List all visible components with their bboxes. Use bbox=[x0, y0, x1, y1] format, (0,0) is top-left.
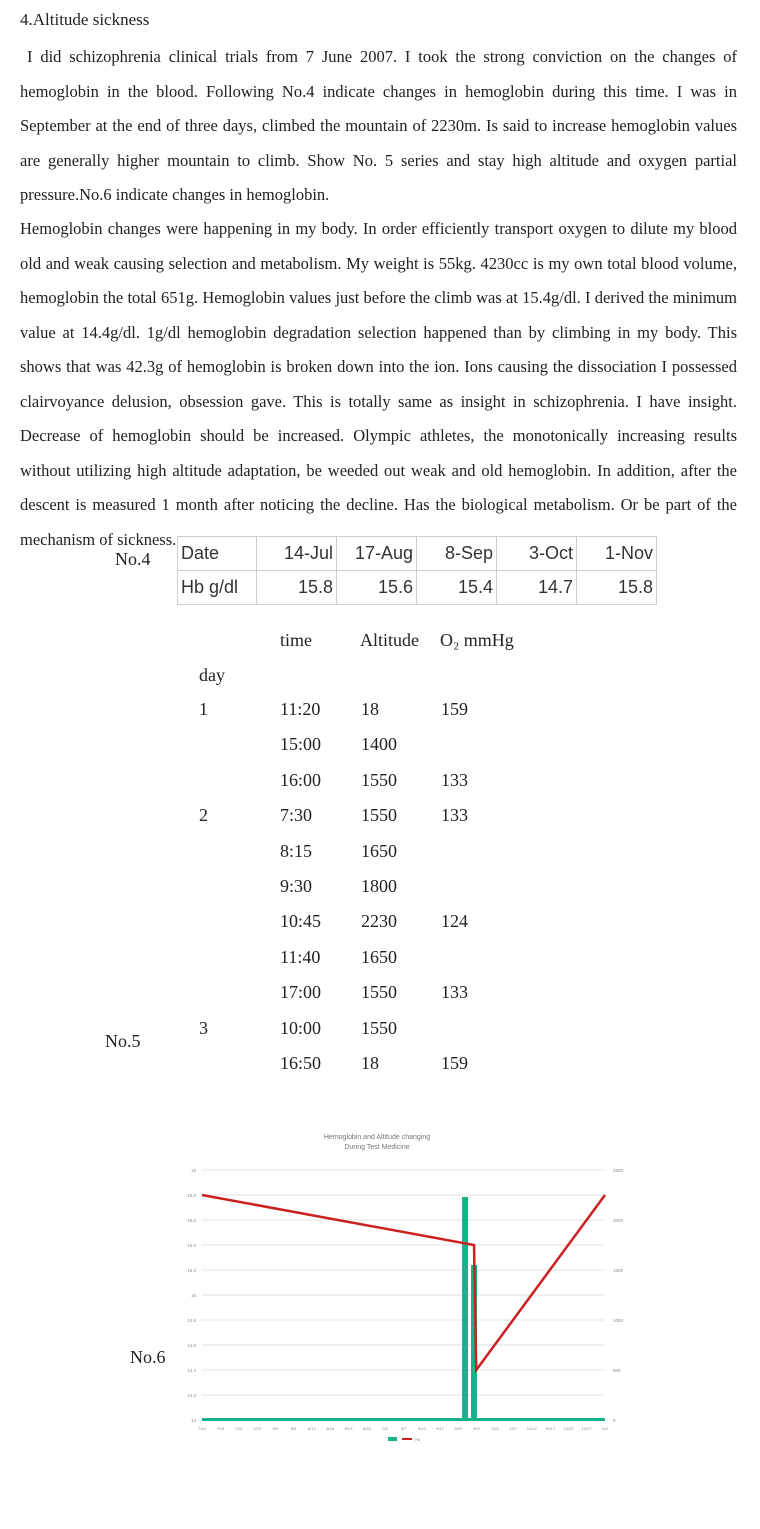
table-cell-o2: 124 bbox=[441, 911, 468, 932]
table-row bbox=[178, 571, 657, 605]
table-cell-time: 15:00 bbox=[280, 734, 322, 755]
x-tick-label: 7/19 bbox=[216, 1426, 225, 1431]
y-left-tick-label: 16 bbox=[190, 1168, 196, 1173]
x-tick-label: 8/8 bbox=[290, 1426, 297, 1431]
section-heading: 4.Altitude sickness bbox=[20, 10, 150, 29]
x-tick-label: 10/12 bbox=[526, 1426, 537, 1431]
x-tick-label: 8/3 bbox=[272, 1426, 279, 1431]
x-tick-label: 8/28 bbox=[362, 1426, 371, 1431]
x-tick-label: 9/12 bbox=[417, 1426, 426, 1431]
table-cell-altitude: 1800 bbox=[361, 876, 397, 896]
altitude-bar bbox=[462, 1197, 468, 1420]
x-tick-label: 10/22 bbox=[563, 1426, 574, 1431]
table-cell-altitude: 1400 bbox=[361, 734, 397, 755]
y-left-tick-label: 15.6 bbox=[187, 1218, 196, 1223]
x-tick-label: 7/14 bbox=[198, 1426, 206, 1431]
table-cell-altitude: 18 bbox=[361, 699, 379, 719]
y-right-tick-label: 1500 bbox=[613, 1268, 624, 1273]
table-cell-altitude: 18 bbox=[361, 1053, 379, 1073]
x-tick-label: 8/18 bbox=[326, 1426, 335, 1431]
table-cell-altitude: 1650 bbox=[361, 946, 397, 967]
y-left-tick-label: 14.4 bbox=[187, 1368, 196, 1373]
table-cell-altitude: 1550 bbox=[361, 805, 397, 826]
table-cell-o2: 133 bbox=[441, 982, 468, 1003]
table-cell: 15.8 bbox=[257, 571, 337, 605]
y-left-tick-label: 14.6 bbox=[187, 1343, 196, 1348]
table-cell-time: 10:00 bbox=[280, 1017, 322, 1038]
y-right-tick-label: 2000 bbox=[613, 1218, 624, 1223]
table-cell-time: 8:15 bbox=[280, 840, 313, 861]
y-left-tick-label: 15.2 bbox=[187, 1268, 196, 1273]
label-no4: No.4 bbox=[115, 549, 151, 569]
column-header-time: time bbox=[280, 630, 312, 650]
table-cell-time: 9:30 bbox=[280, 876, 313, 896]
table-cell-day: 1 bbox=[199, 699, 208, 719]
label-no5: No.5 bbox=[105, 1031, 141, 1051]
paragraph-intro: I did schizophrenia clinical trials from 7 June 2007. I took the strong conviction on the changes of hemoglobin in the blood. Following No.4 indicate changes in hemoglobin during this time. I was in September at the end of three days, climbed the mountain of 2230m. Is said to increase hemoglobin values are generally higher mountain to climb. Show No. 5 series and stay high altitude and oxygen partial pressure.No.6 indicate changes in hemoglobin. bbox=[20, 47, 737, 204]
altitude-table bbox=[0, 625, 760, 1085]
chart-subtitle: During Test Medicine bbox=[344, 1144, 410, 1151]
table-cell-o2: 159 bbox=[441, 699, 468, 719]
table-cell-altitude: 1550 bbox=[361, 1017, 397, 1038]
table-cell-altitude: 1550 bbox=[361, 769, 397, 790]
y-right-tick-label: 500 bbox=[613, 1368, 621, 1373]
column-header-altitude: Altitude bbox=[360, 630, 419, 650]
table-cell: 1-Nov bbox=[577, 537, 657, 571]
y-right-tick-label: 1000 bbox=[613, 1318, 624, 1323]
x-tick-label: 9/27 bbox=[472, 1426, 481, 1431]
table-cell: 15.4 bbox=[417, 571, 497, 605]
chart-title: Hemoglobin and Altitude changing bbox=[323, 1134, 431, 1141]
table-cell-time: 16:00 bbox=[280, 769, 322, 790]
table-row-header: Hb g/dl bbox=[178, 571, 257, 605]
x-tick-label: 9/22 bbox=[454, 1426, 463, 1431]
legend-label: Hb bbox=[415, 1437, 421, 1442]
x-tick-label: 10/17 bbox=[545, 1426, 556, 1431]
x-tick-label: 8/23 bbox=[344, 1426, 353, 1431]
x-tick-label: 9/7 bbox=[400, 1426, 407, 1431]
table-cell-day: 2 bbox=[199, 805, 208, 826]
table-cell-time: 7:30 bbox=[280, 805, 313, 826]
hemoglobin-line bbox=[202, 1195, 605, 1370]
table-cell: 14-Jul bbox=[257, 537, 337, 571]
label-no6: No.6 bbox=[130, 1347, 166, 1367]
table-row bbox=[178, 537, 657, 571]
table-cell-time: 16:50 bbox=[280, 1053, 322, 1073]
x-tick-label: 10/2 bbox=[491, 1426, 499, 1431]
x-tick-label: 10/7 bbox=[509, 1426, 518, 1431]
x-tick-label: 9/2 bbox=[382, 1426, 388, 1431]
table-cell-time: 11:40 bbox=[280, 946, 321, 967]
paragraph-discussion: Hemoglobin changes were happening in my body. In order efficiently transport oxygen to dilute my blood old and weak causing selection and metabolism. My weight is 55kg. 4230cc is my own total blood volume, hemoglobin the total 651g. Hemoglobin values just before the climb was at 15.4g/dl. I derived the minimum value at 14.4g/dl. 1g/dl hemoglobin degradation selection happened than by climbing in my body. This shows that was 42.3g of hemoglobin is broken down into the ion. Ions causing the dissociation I possessed clairvoyance delusion, obsession gave. This is totally same as insight in schizophrenia. I have insight. Decrease of hemoglobin should be increased. Olympic athletes, the monotonically increasing results without utilizing high altitude adaptation, be weeded out weak and old hemoglobin. In addition, after the descent is measured 1 month after noticing the decline. Has the biological metabolism. Or be part of the mechanism of sickness. bbox=[20, 219, 737, 549]
table-cell-altitude: 1550 bbox=[361, 982, 397, 1003]
column-header-day: day bbox=[199, 665, 225, 685]
table-cell-time: 11:20 bbox=[280, 699, 321, 719]
y-left-tick-label: 14.8 bbox=[187, 1318, 196, 1323]
hemoglobin-table bbox=[177, 536, 657, 605]
x-tick-label: 7/24 bbox=[234, 1426, 243, 1431]
table-cell-o2: 133 bbox=[441, 769, 468, 790]
table-cell-time: 17:00 bbox=[280, 982, 322, 1003]
table-cell-o2: 159 bbox=[441, 1053, 468, 1073]
table-row-header: Date bbox=[178, 537, 257, 571]
x-tick-label: 11/1 bbox=[601, 1426, 609, 1431]
y-left-tick-label: 14 bbox=[190, 1418, 196, 1423]
table-cell-altitude: 2230 bbox=[361, 911, 397, 932]
y-left-tick-label: 15.8 bbox=[187, 1193, 196, 1198]
column-header-o2: O₂ mmHg bbox=[440, 630, 514, 650]
table-cell: 15.6 bbox=[337, 571, 417, 605]
hemoglobin-altitude-chart bbox=[160, 1125, 624, 1455]
table-cell-o2: 133 bbox=[441, 805, 468, 826]
table-cell-altitude: 1650 bbox=[361, 840, 397, 861]
y-right-tick-label: 2500 bbox=[613, 1168, 624, 1173]
y-left-tick-label: 15.4 bbox=[187, 1243, 196, 1248]
legend-bar-swatch bbox=[388, 1437, 397, 1441]
table-cell: 14.7 bbox=[497, 571, 577, 605]
y-right-tick-label: 0 bbox=[613, 1418, 616, 1423]
table-cell-time: 10:45 bbox=[280, 911, 322, 932]
x-tick-label: 7/29 bbox=[253, 1426, 261, 1431]
table-cell: 8-Sep bbox=[417, 537, 497, 571]
x-tick-label: 10/27 bbox=[581, 1426, 592, 1431]
y-left-tick-label: 14.2 bbox=[187, 1393, 196, 1398]
y-left-tick-label: 15 bbox=[190, 1293, 196, 1298]
x-tick-label: 9/17 bbox=[436, 1426, 445, 1431]
table-cell: 17-Aug bbox=[337, 537, 417, 571]
table-cell-day: 3 bbox=[199, 1017, 208, 1038]
table-cell: 3-Oct bbox=[497, 537, 577, 571]
baseline-bar bbox=[202, 1418, 605, 1421]
table-cell: 15.8 bbox=[577, 571, 657, 605]
x-tick-label: 8/13 bbox=[308, 1426, 316, 1431]
